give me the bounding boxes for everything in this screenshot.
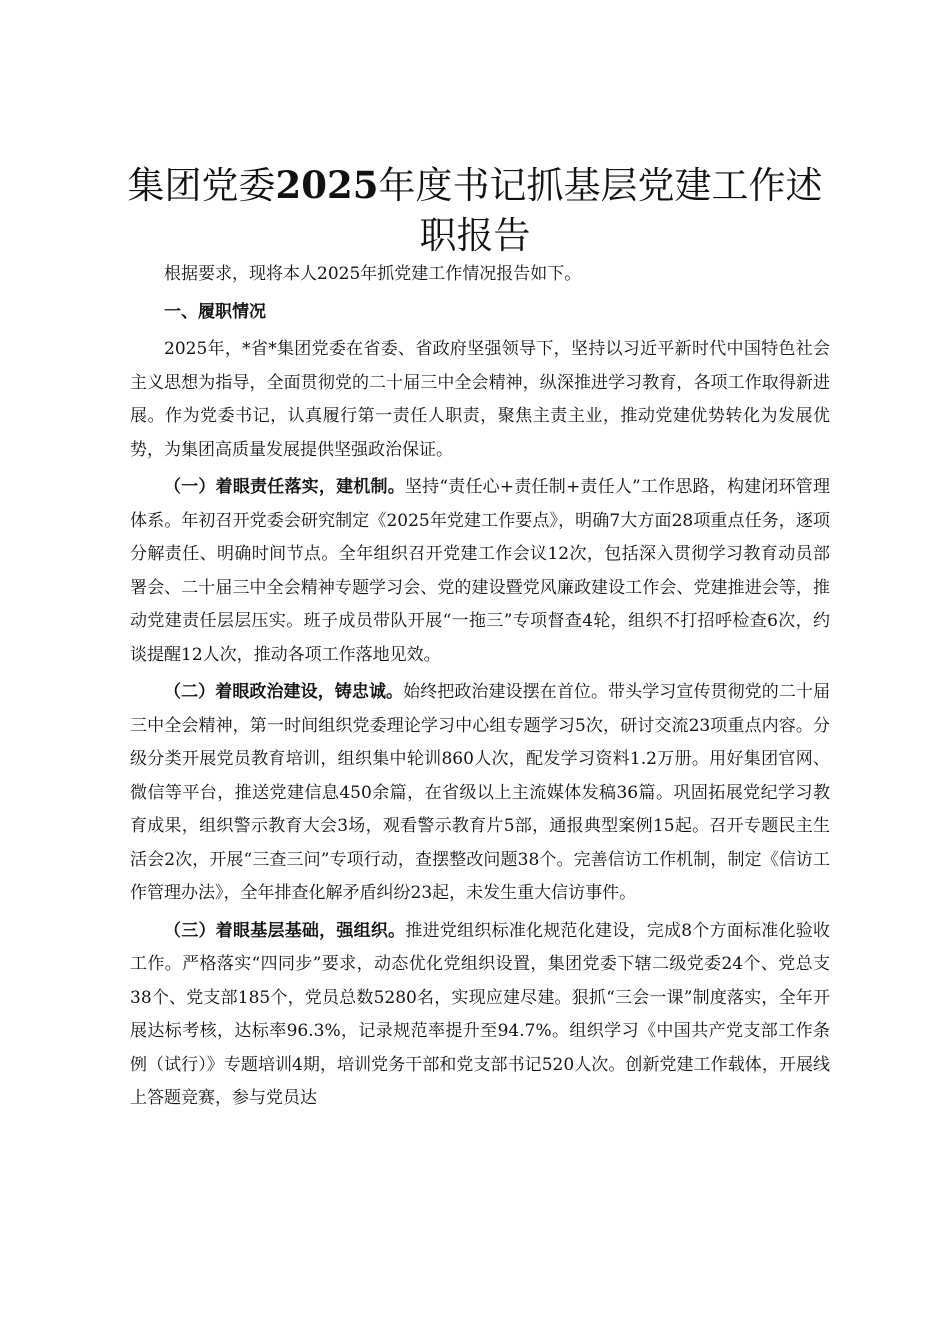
- item-3-paragraph: [130, 915, 830, 1116]
- item-3-lead: （三）着眼基层基础，强组织。: [164, 920, 406, 941]
- item-2-lead: （二）着眼政治建设，铸忠诚。: [164, 682, 404, 702]
- section-1-heading: 一、履职情况: [164, 301, 266, 322]
- title-part-2: 年度书记抓基层党建工作述职报告: [378, 164, 823, 257]
- item-1-text: 坚持“责任心+责任制+责任人”工作思路，构建闭环管理体系。年初召开党委会研究制定《2025年党建工作要点》，明确7大方面28项重点任务，逐项分解责任、明确时间节点。全年组织召开党建工作会议12次，包括深入贯彻学习教育动员部署会、二十届三中全会精神专题学习会、党的建设暨党风廉政建设工作会、党建推进会等，推动党建责任层层压实。班子成员带队开展“一拖三”专项督查4轮，组织不打招呼检查6次，约谈提醒12人次，推动各项工作落地见效。: [130, 477, 830, 665]
- item-2-paragraph: [130, 676, 830, 911]
- intro-paragraph: 根据要求，现将本人2025年抓党建工作情况报告如下。: [164, 264, 582, 284]
- document-body: [130, 258, 830, 1116]
- title-year: 2025: [275, 163, 379, 207]
- title-part-1: 集团党委: [127, 164, 276, 207]
- item-1-paragraph: [130, 471, 830, 672]
- item-1-lead: （一）着眼责任落实，建机制。: [164, 477, 405, 497]
- item-2-text: 始终把政治建设摆在首位。带头学习宣传贯彻党的二十届三中全会精神，第一时间组织党委理论学习中心组专题学习5次，研讨交流23项重点内容。分级分类开展党员教育培训，组织集中轮训860人次，配发学习资料1.2万册。用好集团官网、微信等平台，推送党建信息450余篇，在省级以上主流媒体发稿36篇。巩固拓展党纪学习教育成果，组织警示教育大会3场，观看警示教育片5部，通报典型案例15起。召开专题民主生活会2次，开展“三查三问”专项行动，查摆整改问题38个。完善信访工作机制，制定《信访工作管理办法》，全年排查化解矛盾纠纷23起，未发生重大信访事件。: [130, 682, 831, 903]
- item-3-text: 推进党组织标准化规范化建设，完成8个方面标准化验收工作。严格落实“四同步”要求，动态优化党组织设置，集团党委下辖二级党委24个、党总支38个、党支部185个，党员总数5280名，实现应建尽建。狠抓“三会一课”制度落实，全年开展达标考核，达标率96.3%，记录规范率提升至94.7%。组织学习《中国共产党支部工作条例（试行）》专题培训4期，培训党务干部和党支部书记520人次。创新党建工作载体，开展线上答题竞赛，参与党员达: [130, 920, 830, 1108]
- section-1-paragraph: 2025年，*省*集团党委在省委、省政府坚强领导下，坚持以习近平新时代中国特色社会主义思想为指导，全面贯彻党的二十届三中全会精神，纵深推进学习教育，各项工作取得新进展。作为党委书记，认真履行第一责任人职责，聚焦主责主业，推动党建优势转化为发展优势，为集团高质量发展提供坚强政治保证。: [130, 339, 830, 460]
- document-title: [120, 160, 830, 261]
